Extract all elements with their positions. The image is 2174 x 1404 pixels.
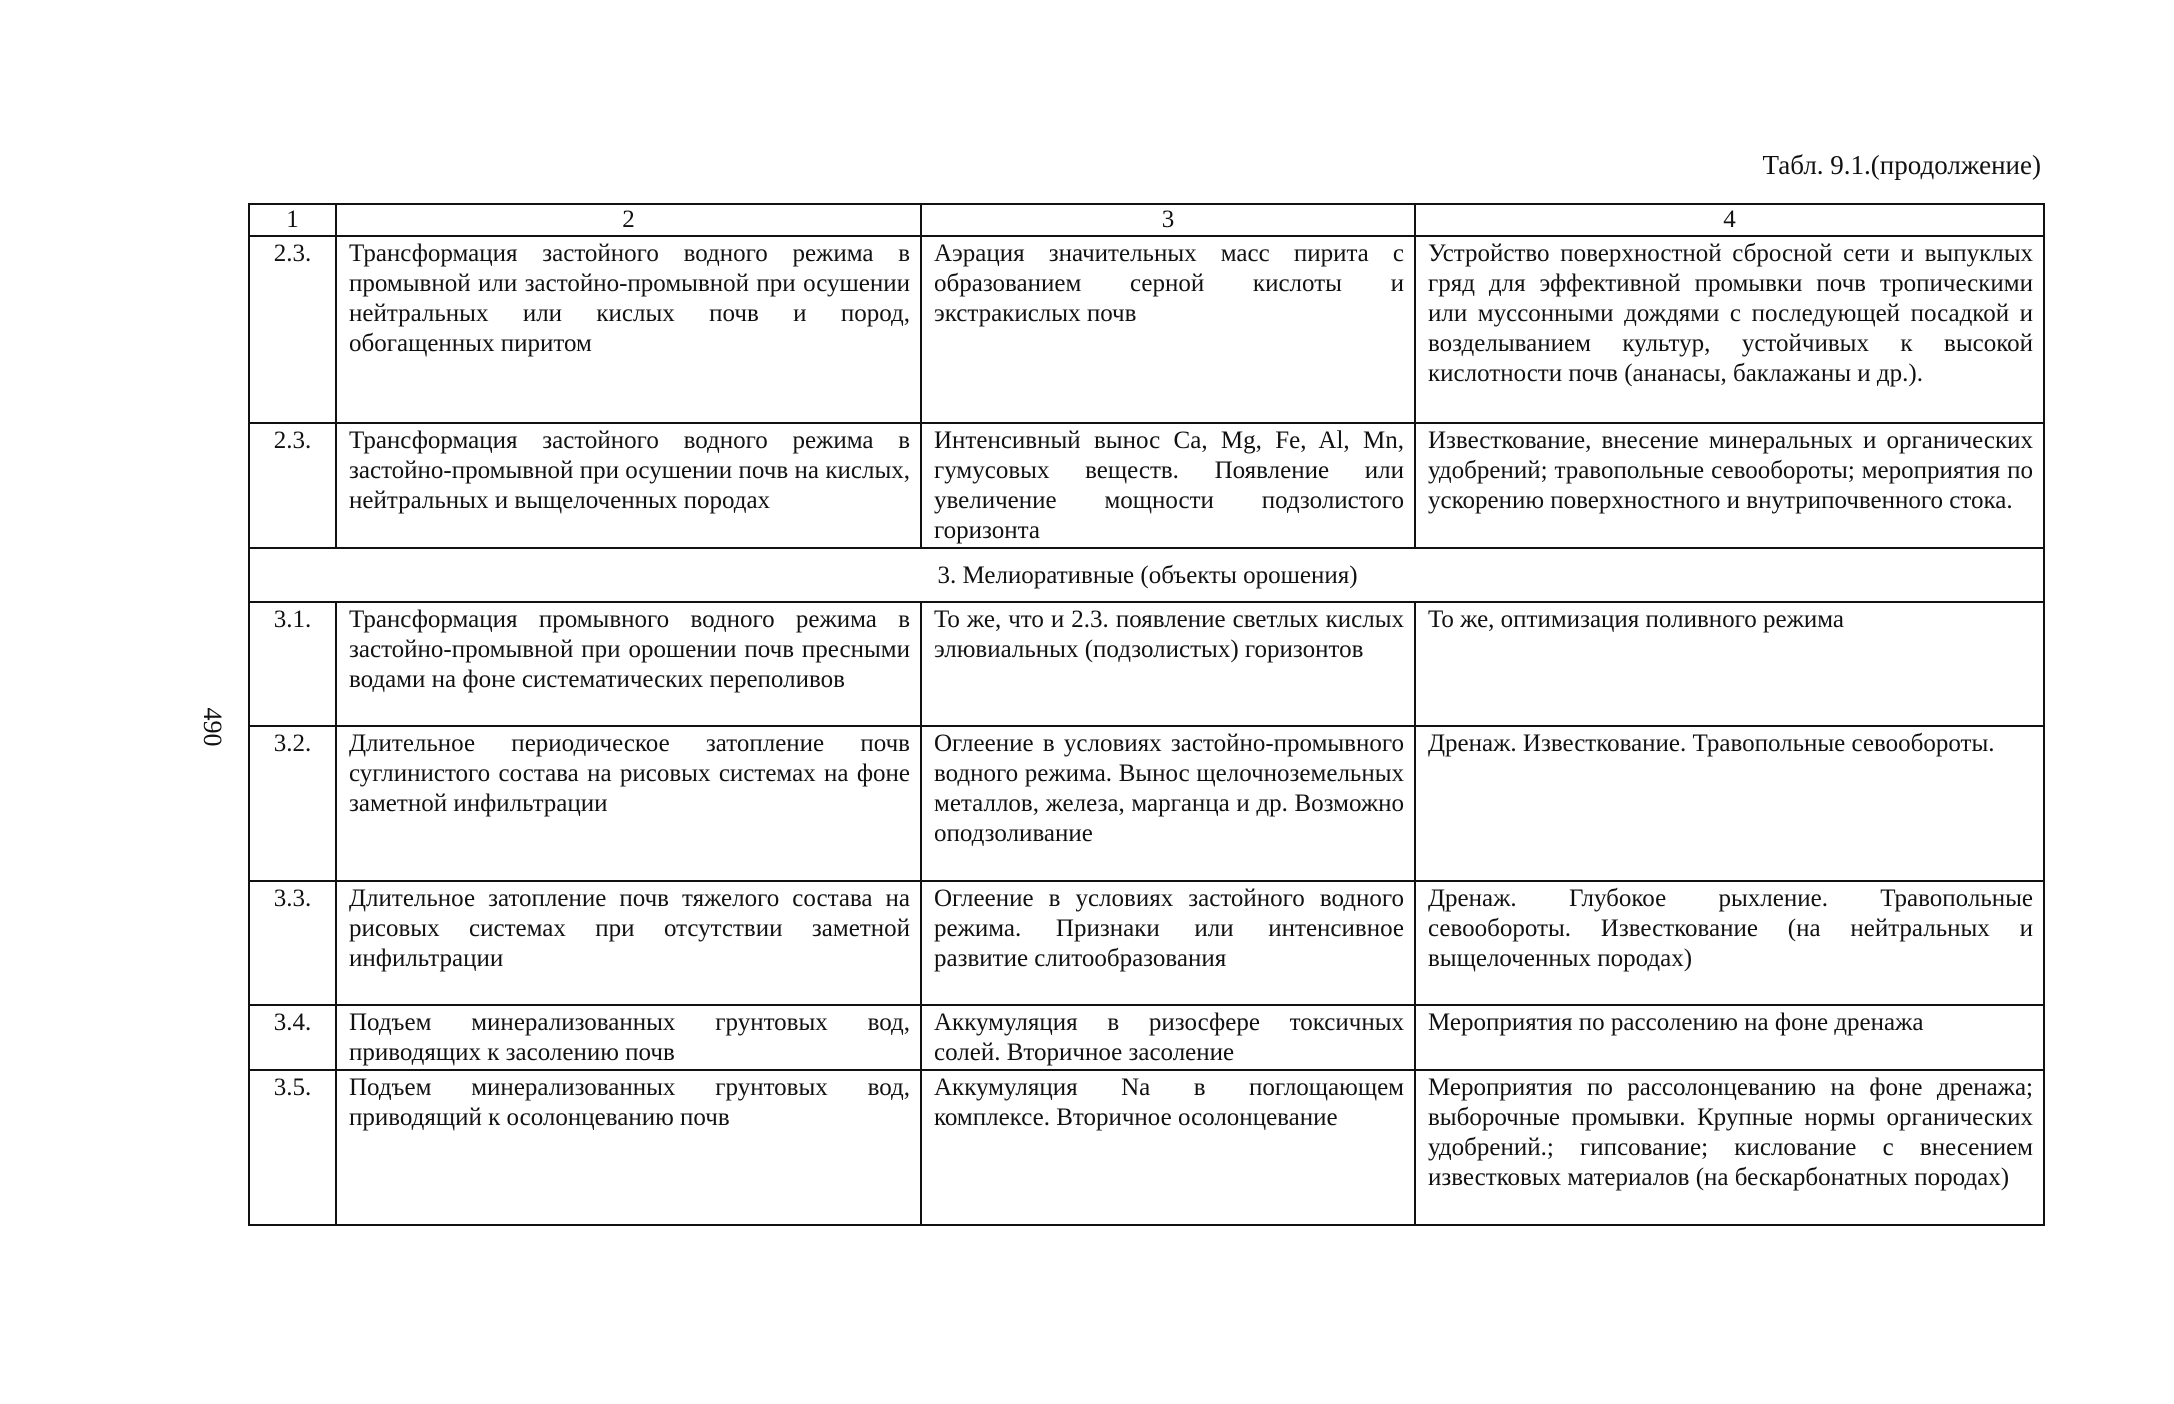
section-title: 3. Мелиоративные (объекты орошения) [249, 548, 2044, 602]
process-cell: Подъем минерализованных грунтовых вод, приводящих к засолению почв [336, 1005, 921, 1070]
table-row [249, 881, 2044, 1005]
measures-cell: Мероприятия по рассолению на фоне дренажа [1415, 1005, 2044, 1070]
row-number: 3.2. [249, 726, 336, 881]
process-cell: Подъем минерализованных грунтовых вод, приводящий к осолонцеванию почв [336, 1070, 921, 1225]
measures-cell: Известкование, внесение минеральных и органических удобрений; травопольные севообороты; мероприятия по ускорению поверхностного и внутрипочвенного стока. [1415, 423, 2044, 548]
process-cell: Трансформация застойного водного режима в застойно-промывной при осушении почв на кислых, нейтральных и выщелоченных породах [336, 423, 921, 548]
page-number: 490 [198, 707, 227, 747]
measures-cell: Дренаж. Глубокое рыхление. Травопольные севообороты. Известкование (на нейтральных и выщелоченных породах) [1415, 881, 2044, 1005]
consequence-cell: Оглеение в условиях застойного водного режима. Признаки или интенсивное развитие слитообразования [921, 881, 1415, 1005]
table-caption: Табл. 9.1.(продолжение) [1762, 150, 2041, 180]
row-number: 2.3. [249, 423, 336, 548]
row-number: 3.3. [249, 881, 336, 1005]
header-cell: 2 [336, 204, 921, 236]
section-row [249, 548, 2044, 602]
process-cell: Длительное периодическое затопление почв суглинистого состава на рисовых системах на фоне заметной инфильтрации [336, 726, 921, 881]
table-row [249, 236, 2044, 423]
row-number: 3.4. [249, 1005, 336, 1070]
consequence-cell: Оглеение в условиях застойно-промывного водного режима. Вынос щелочноземельных металлов, железа, марганца и др. Возможно оподзоливание [921, 726, 1415, 881]
consequence-cell: Аэрация значительных масс пирита с образованием серной кислоты и экстракислых почв [921, 236, 1415, 423]
consequence-cell: Интенсивный вынос Ca, Mg, Fe, Al, Mn, гумусовых веществ. Появление или увеличение мощности подзолистого горизонта [921, 423, 1415, 548]
process-cell: Трансформация промывного водного режима в застойно-промывной при орошении почв пресными водами на фоне систематических переполивов [336, 602, 921, 726]
header-cell: 4 [1415, 204, 2044, 236]
measures-cell: То же, оптимизация поливного режима [1415, 602, 2044, 726]
data-table [248, 203, 2045, 1226]
row-number: 3.1. [249, 602, 336, 726]
table-row [249, 726, 2044, 881]
consequence-cell: Аккумуляция Na в поглощающем комплексе. Вторичное осолонцевание [921, 1070, 1415, 1225]
consequence-cell: То же, что и 2.3. появление светлых кислых элювиальных (подзолистых) горизонтов [921, 602, 1415, 726]
measures-cell: Мероприятия по рассолонцеванию на фоне дренажа; выборочные промывки. Крупные нормы органических удобрений.; гипсование; кислование с внесением известковых материалов (на бескарбонатных породах) [1415, 1070, 2044, 1225]
header-cell: 1 [249, 204, 336, 236]
table-row [249, 1005, 2044, 1070]
header-row [249, 204, 2044, 236]
process-cell: Длительное затопление почв тяжелого состава на рисовых системах при отсутствии заметной инфильтрации [336, 881, 921, 1005]
measures-cell: Дренаж. Известкование. Травопольные севообороты. [1415, 726, 2044, 881]
process-cell: Трансформация застойного водного режима в промывной или застойно-промывной при осушении нейтральных или кислых почв и пород, обогащенных пиритом [336, 236, 921, 423]
table-row [249, 423, 2044, 548]
header-cell: 3 [921, 204, 1415, 236]
table-row [249, 602, 2044, 726]
measures-cell: Устройство поверхностной сбросной сети и выпуклых гряд для эффективной промывки почв тропическими или муссонными дождями с последующей посадкой и возделыванием культур, устойчивых к высокой кислотности почв (ананасы, баклажаны и др.). [1415, 236, 2044, 423]
row-number: 2.3. [249, 236, 336, 423]
table-row [249, 1070, 2044, 1225]
consequence-cell: Аккумуляция в ризосфере токсичных солей. Вторичное засоление [921, 1005, 1415, 1070]
row-number: 3.5. [249, 1070, 336, 1225]
